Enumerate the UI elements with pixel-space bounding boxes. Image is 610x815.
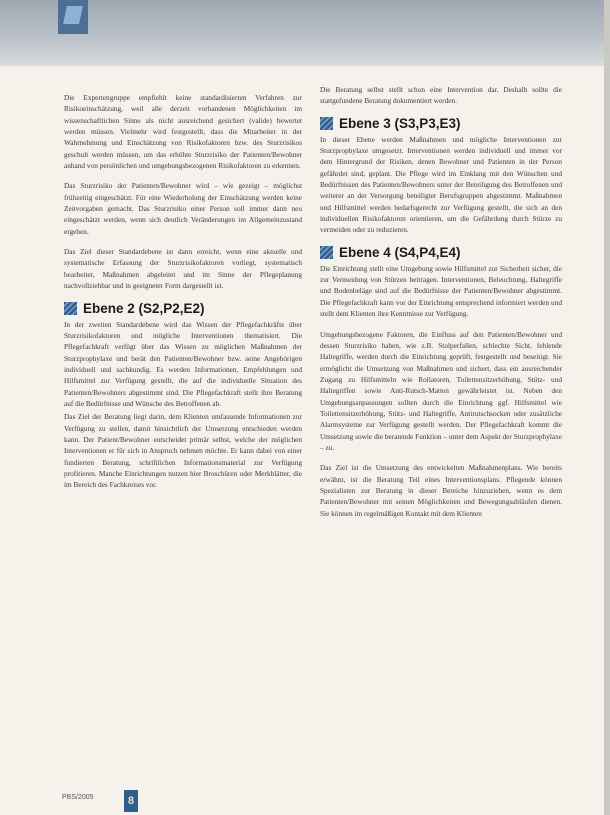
page-number: 8 (124, 790, 138, 812)
right-column (320, 84, 562, 528)
section-heading-ebene2 (64, 301, 302, 316)
section-heading-ebene4 (320, 245, 562, 260)
section-heading-text: Ebene 4 (S4,P4,E4) (339, 244, 461, 260)
header-band (0, 0, 610, 66)
paragraph: In der zweiten Standardebene wird das Wissen der Pflegefachkräfte über Sturzrisikofaktoren und mögliche Interventionen thematisiert. Die Pflegefachkraft verfügt über das Wissen zu möglichen Maßnahmen der Sturzprophylaxe und berät den Patienten/Bewohner bzw. seine Angehörigen individuell und sachkundig. Es werden Informationen, Empfehlungen und Hilfsmittel zur Verfügung gestellt, die auf die individuelle Situation des Patienten/Bewohners abgestimmt sind. Die Pflegefachkraft stellt ihre Beratung auf die Bedürfnisse und Wünsche des Betroffenen ab. (64, 319, 302, 408)
paragraph: Das Sturzrisiko der Patienten/Bewohner wird – wie gezeigt – möglichst frühzeitig eingeschätzt. Für eine Wiederholung der Einschätzung werden keine Zeitvorgaben gemacht. Das Sturzrisiko einer Person soll immer dann neu eingeschätzt werden, wenn sich deutlich Veränderungen im Allgemeinzustand ergeben. (64, 181, 302, 236)
section-heading-text: Ebene 3 (S3,P3,E3) (339, 115, 461, 131)
section-marker-icon (320, 117, 333, 130)
paragraph: Umgebungsbezogene Faktoren, die Einfluss auf den Patienten/Bewohner und dessen Sturzrisiko haben, wie z.B. Stolperfallen, schlechte Sicht, fehlende Haltegriffe, werden durch die Einrichtung geprüft, festgestellt und beseitigt. Sie ermöglicht die Umsetzung von Maßnahmen und sichert, dass ein ausreichender Zugang zu Hilfsmitteln wie Rollatoren, Toilettensitzerhöhung, Stütz- und Haltegriffen sowie Anti-Rutsch-Matten gewährleistet ist. Neben den Umgebungsanpassungen sollten durch die Einrichtung ggf. Hilfsmittel wie Toilettensitzerhöhung, Stütz- und Haltegriffe, Antirutschsocken oder zusätzliche Alarmsysteme zur Verfügung gestellt werden. Der Pflegefachkraft kommt die Umsetzung sowie die beratende Funktion – unter dem Aspekt der Sturzprophylaxe – zu. (320, 329, 562, 452)
paragraph: Die Beratung selbst stellt schon eine Intervention dar. Deshalb sollte die stattgefundene Beratung dokumentiert werden. (320, 85, 562, 106)
section-marker-icon (320, 246, 333, 259)
page-footer (0, 790, 610, 815)
paragraph: Die Einrichtung stellt eine Umgebung sowie Hilfsmittel zur Sicherheit sicher, die zur Vermeidung von Stürzen beitragen. Interventionen, Beleuchtung, Haltegriffe und Bodenbeläge sind auf die Bedürfnisse der Patienten/Bewohner abgestimmt. Die Pflegefachkraft kann vor der Einrichtung entsprechend informiert werden und stellt dem Klienten ihre Kenntnisse zur Verfügung. (320, 263, 562, 319)
section-heading-ebene3 (320, 116, 562, 131)
publication-code: PBS/2005 (62, 794, 94, 801)
paragraph: Das Ziel dieser Standardebene ist dann erreicht, wenn eine aktuelle und systematische Erfassung der Sturzrisikofaktoren vorliegt, systematisch bearbeitet, Maßnahmen abgeleitet und im Sinne der Pflegeplanung nachvollziehbar und in geeigneter Form dargestellt ist. (64, 247, 302, 291)
paragraph: Das Ziel der Beratung liegt darin, dem Klienten umfassende Informationen zur Verfügung zu stellen, damit hinsichtlich der Umsetzung entschieden werden kann. Der Patient/Bewohner entscheidet primär selbst, welche der möglichen Interventionen er für sich in Anspruch nehmen möchte. Er kann dabei von einer fundierten Beratung, schriftlichen Informationsmaterial zur Verfügung profitieren. Manche Einrichtungen nutzen hier Broschüren oder Merkblätter, die im Bereich des Fachkreises vor. (64, 412, 302, 490)
left-column (64, 92, 302, 500)
section-marker-icon (64, 302, 77, 315)
logo-icon (58, 0, 88, 34)
paragraph: Das Ziel ist die Umsetzung des entwickelten Maßnahmenplans. Wie bereits erwähnt, ist die Beratung Teil eines Interventionsplans. Pflegende können Spezialisten zur Beratung in dieser Bereiche hinzuziehen, wenn es dem Patienten/Bewohner mit seinen Möglichkeiten und Bewegungsabläufen dienen. Sie können im regelmäßigen Kontakt mit dem Klienten (320, 463, 562, 518)
page-edge (604, 0, 610, 815)
paragraph: In dieser Ebene werden Maßnahmen und mögliche Interventionen zur Sturzprophylaxe umgesetzt. Interventionen werden individuell und immer vor dem Hintergrund der Risiken, denen Bewohner und Patienten in der Person gefährdet sind, geplant. Die Pflege wird im Einklang mit den Wünschen und Bedürfnissen des Patienten/Bewohners unter der Beteiligung des Betroffenen und weiterer an der Versorgung beteiligter Berufsgruppen abgestimmt. Maßnahmen und Hilfsmittel werden bedarfsgerecht zur Verfügung gestellt, die sich an den individuellen Risikofaktoren orientieren, um die Gefährdung durch Stürze zu vermeiden oder zu reduzieren. (320, 134, 562, 235)
section-heading-text: Ebene 2 (S2,P2,E2) (83, 300, 205, 316)
paragraph: Die Expertengruppe empfiehlt keine standardisierten Verfahren zur Risikoeinschätzung, weil alle derzeit vorhandenen Möglichkeiten im wissenschaftlichen Sinne als nicht ausreichend gesichert (valide) bewertet werden müssen. Vielmehr wird festgestellt, dass die Mitarbeiter in der Wahrnehmung und Einschätzung von Risikofaktoren bzw. des Sturzrisikos geschult werden müssen, um das erhöhte Sturzrisiko der Patienten/Bewohner anhand von persönlichen und umgebungsbezogenen Risikofaktoren zu erkennen. (64, 93, 302, 171)
